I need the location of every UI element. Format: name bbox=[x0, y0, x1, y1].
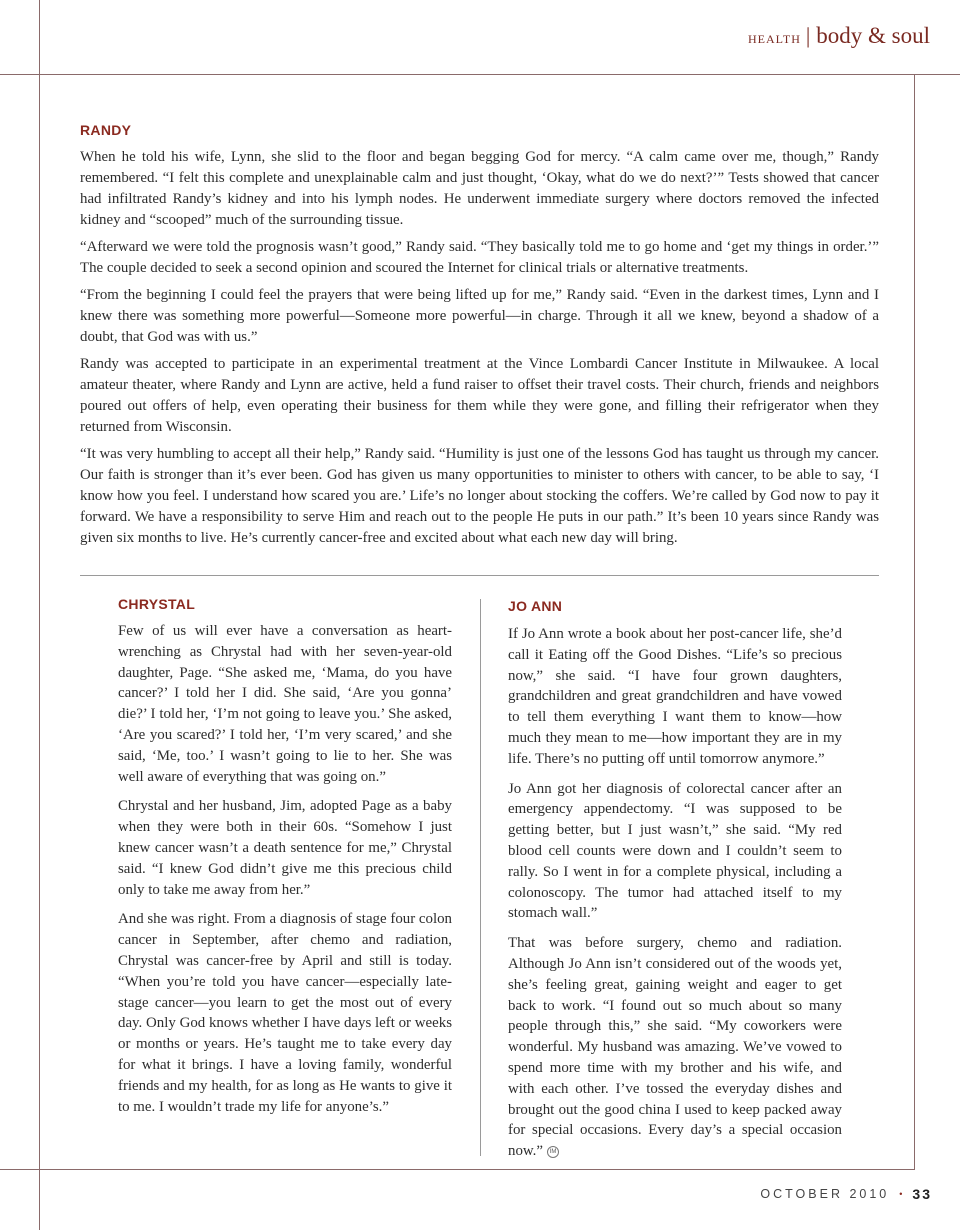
randy-story bbox=[80, 147, 879, 555]
chrystal-paragraph: Few of us will ever have a conversation as heart-wrenching as Chrystal had with her seven-year-old daughter, Page. “She asked me, ‘Mama, do you have cancer?’ I told her I did. She said, ‘Are you gonna’ die?’ I told her, ‘I’m not going to leave you.’ She asked, ‘Are you scared?’ I told her, ‘I’m very scared,’ and she said, ‘Me, too.’ I wasn’t going to lie to her. She was well aware of everything that was going on.” bbox=[118, 623, 452, 785]
frame-left-line bbox=[39, 0, 40, 1230]
section-separator: | bbox=[805, 23, 811, 48]
chrystal-story bbox=[118, 621, 452, 1126]
randy-paragraph: “Afterward we were told the prognosis wasn’t good,” Randy said. “They basically told me to go home and ‘get my things in order.’” The couple decided to seek a second opinion and scoured the Internet for clinical trials or alternative treatments. bbox=[80, 239, 879, 276]
randy-paragraph: Randy was accepted to participate in an experimental treatment at the Vince Lombardi Cancer Institute in Milwaukee. A local amateur theater, where Randy and Lynn are active, held a fund raiser to offset their travel costs. Their church, friends and neighbors poured out offers of help, even operating their business for them while they were gone, and filling their refrigerator when they returned from Wisconsin. bbox=[80, 356, 879, 435]
heading-chrystal: CHRYSTAL bbox=[118, 596, 196, 612]
joann-paragraph-text: That was before surgery, chemo and radiation. Although Jo Ann isn’t considered out of the woods yet, she’s feeling great, gaining weight and eager to get back to work. “I found out so much about so many people through this,” she said. “My coworkers were wonderful. My husband was amazing. We’ve vowed to spend more time with my brother and his wife, and with each other. I’ve tossed the everyday dishes and brought out the good china I used to keep packed away for special occasions. Every day’s a special occasion now.” bbox=[508, 935, 842, 1160]
joann-paragraph: Jo Ann got her diagnosis of colorectal cancer after an emergency appendectomy. “I was supposed to be getting better, but I just wasn’t,” she said. “My red blood cell counts were down and I couldn’t seem to rally. So I went in for a complete physical, including a colonoscopy. The tumor had attached itself to my stomach wall.” bbox=[508, 780, 842, 922]
joann-paragraph: If Jo Ann wrote a book about her post-cancer life, she’d call it Eating off the Good Dishes. “Life’s so precious now,” she said. “I have four grown daughters, grandchildren and great grandchildren and have vowed to tell them everything I want them to know—how much they mean to me—how important they are in my life. There’s no putting off until tomorrow anymore.” bbox=[508, 626, 842, 767]
section-label-body-soul: body & soul bbox=[816, 23, 930, 48]
joann-paragraph bbox=[508, 933, 842, 1162]
issue-date: OCTOBER 2010 bbox=[760, 1187, 890, 1201]
randy-paragraph: When he told his wife, Lynn, she slid to the floor and began begging God for mercy. “A calm came over me, though,” Randy remembered. “I felt this complete and unexplainable calm and just thought, ‘Okay, what do we do next?’” Tests showed that cancer had infiltrated Randy’s kidney and into his lymph nodes. He underwent immediate surgery where doctors removed the infected kidney and “scooped” much of the surrounding tissue. bbox=[80, 149, 879, 228]
joann-story bbox=[508, 624, 842, 1171]
frame-right-line bbox=[914, 74, 915, 1170]
end-mark-icon: IM bbox=[547, 1146, 559, 1158]
section-header bbox=[748, 23, 930, 49]
chrystal-paragraph: Chrystal and her husband, Jim, adopted Page as a baby when they were both in their 60s. “Somehow I just knew cancer wasn’t a death sentence for me,” Chrystal said. “I knew God didn’t give me this precious child only to take me away from her.” bbox=[118, 798, 452, 898]
heading-randy: RANDY bbox=[80, 122, 132, 138]
page-footer bbox=[760, 1186, 932, 1202]
column-divider bbox=[480, 599, 481, 1156]
randy-paragraph: “It was very humbling to accept all their help,” Randy said. “Humility is just one of the lessons God has taught us through my cancer. Our faith is stronger than it’s ever been. God has given us many opportunities to minister to others with cancer, to be able to say, ‘I know how you feel. I understand how scared you are.’ Life’s no longer about stocking the coffers. We’re called by God now to pay it forward. We have a responsibility to serve Him and reach out to the people He puts in our path.” It’s been 10 years since Randy was given six months to live. He’s currently cancer-free and excited about what each new day will bring. bbox=[80, 446, 879, 546]
header-rule bbox=[0, 74, 960, 75]
heading-joann: JO ANN bbox=[508, 598, 563, 614]
page-number: 33 bbox=[912, 1186, 932, 1202]
randy-paragraph: “From the beginning I could feel the prayers that were being lifted up for me,” Randy said. “Even in the darkest times, Lynn and I knew there was something more powerful—Someone more powerful—in charge. Through it all we knew, beyond a shadow of a doubt, that God was with us.” bbox=[80, 287, 879, 345]
section-divider bbox=[80, 575, 879, 576]
bullet-separator: • bbox=[899, 1189, 903, 1199]
chrystal-paragraph: And she was right. From a diagnosis of stage four colon cancer in September, after chemo and radiation, Chrystal was cancer-free by April and still is today. “When you’re told you have cancer—especially late-stage cancer—you learn to get the most out of every day. Only God knows whether I have days left or weeks or months or years. He’s taught me to take every day for what it brings. I have a loving family, wonderful friends and my health, for as long as He wants to give it to me. I wouldn’t trade my life for anyone’s.” bbox=[118, 911, 452, 1115]
section-label-health: HEALTH bbox=[747, 32, 801, 46]
